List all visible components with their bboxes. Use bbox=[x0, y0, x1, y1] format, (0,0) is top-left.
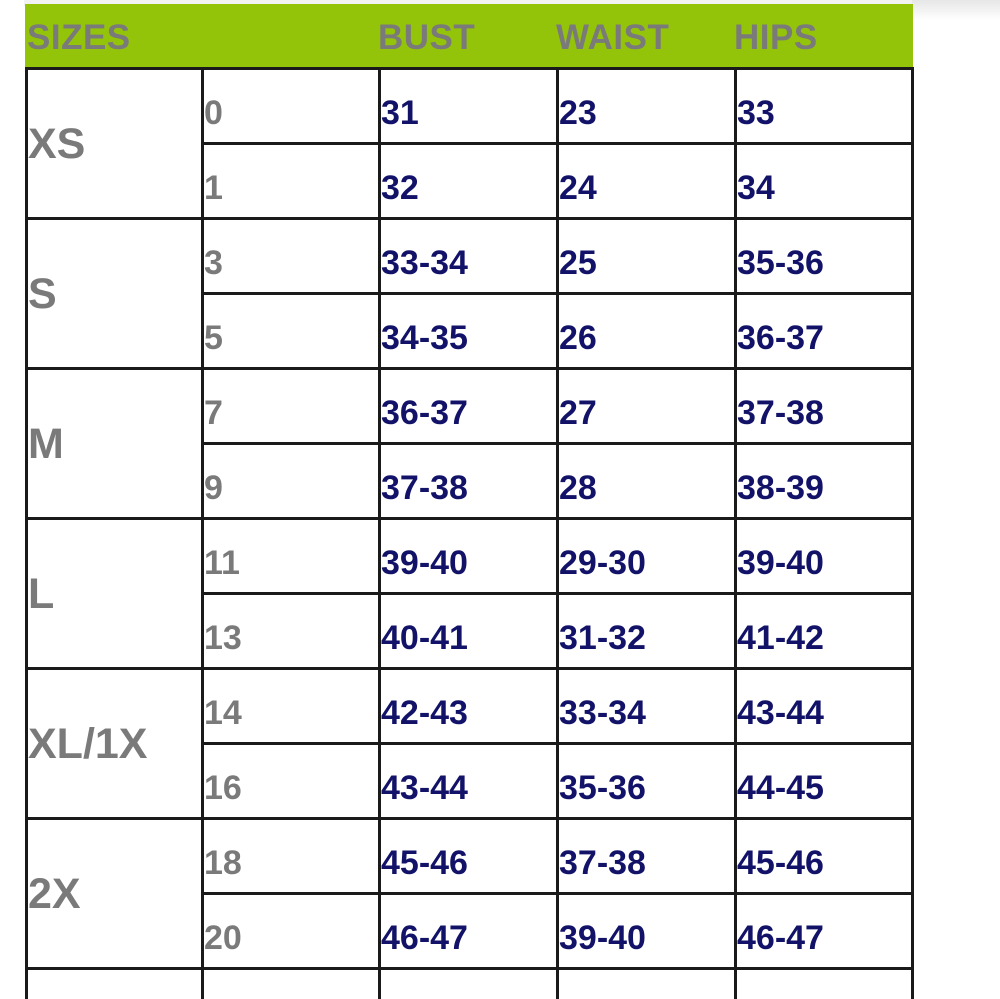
size-number: 7 bbox=[204, 394, 223, 432]
waist-value: 23 bbox=[559, 94, 597, 132]
size-group-label: M bbox=[28, 420, 64, 468]
grid-vline bbox=[911, 67, 914, 999]
grid-hline bbox=[201, 892, 914, 895]
bust-value: 39-40 bbox=[381, 544, 468, 582]
grid-hline bbox=[201, 742, 914, 745]
grid-hline bbox=[25, 217, 914, 220]
grid-hline bbox=[201, 142, 914, 145]
size-number: 16 bbox=[204, 769, 242, 807]
waist-value: 33-34 bbox=[559, 694, 646, 732]
size-number: 1 bbox=[204, 169, 223, 207]
waist-value: 29-30 bbox=[559, 544, 646, 582]
hips-value: 43-44 bbox=[737, 694, 824, 732]
bust-value: 42-43 bbox=[381, 694, 468, 732]
hips-value: 36-37 bbox=[737, 319, 824, 357]
grid-hline bbox=[201, 592, 914, 595]
hips-value: 44-45 bbox=[737, 769, 824, 807]
size-group-label: S bbox=[28, 270, 57, 318]
bust-value: 46-47 bbox=[381, 919, 468, 957]
header-bust: BUST bbox=[378, 18, 476, 57]
bust-value: 33-34 bbox=[381, 244, 468, 282]
hips-value: 38-39 bbox=[737, 469, 824, 507]
bust-value: 45-46 bbox=[381, 844, 468, 882]
edge-shadow bbox=[912, 0, 1000, 20]
grid-hline bbox=[25, 367, 914, 370]
size-number: 18 bbox=[204, 844, 242, 882]
header-hips: HIPS bbox=[734, 18, 818, 57]
bust-value: 40-41 bbox=[381, 619, 468, 657]
size-number: 9 bbox=[204, 469, 223, 507]
hips-value: 39-40 bbox=[737, 544, 824, 582]
grid-hline bbox=[25, 967, 914, 970]
grid-vline bbox=[25, 67, 28, 999]
table-header bbox=[25, 4, 913, 67]
hips-value: 46-47 bbox=[737, 919, 824, 957]
size-table bbox=[25, 67, 913, 999]
bust-value: 37-38 bbox=[381, 469, 468, 507]
bust-value: 43-44 bbox=[381, 769, 468, 807]
waist-value: 24 bbox=[559, 169, 597, 207]
size-number: 0 bbox=[204, 94, 223, 132]
bust-value: 34-35 bbox=[381, 319, 468, 357]
bust-value: 31 bbox=[381, 94, 419, 132]
bust-value: 32 bbox=[381, 169, 419, 207]
grid-hline bbox=[25, 517, 914, 520]
size-number: 11 bbox=[204, 544, 240, 582]
waist-value: 26 bbox=[559, 319, 597, 357]
waist-value: 35-36 bbox=[559, 769, 646, 807]
waist-value: 31-32 bbox=[559, 619, 646, 657]
size-group-label: XL/1X bbox=[28, 720, 148, 768]
size-group-label: XS bbox=[28, 120, 86, 168]
grid-hline bbox=[25, 667, 914, 670]
size-number: 13 bbox=[204, 619, 242, 657]
size-group-label: L bbox=[28, 570, 55, 618]
size-group-label: 2X bbox=[28, 870, 81, 918]
waist-value: 39-40 bbox=[559, 919, 646, 957]
bust-value: 36-37 bbox=[381, 394, 468, 432]
grid-hline bbox=[201, 292, 914, 295]
hips-value: 33 bbox=[737, 94, 775, 132]
hips-value: 35-36 bbox=[737, 244, 824, 282]
size-number: 20 bbox=[204, 919, 242, 957]
hips-value: 34 bbox=[737, 169, 775, 207]
size-number: 14 bbox=[204, 694, 242, 732]
waist-value: 28 bbox=[559, 469, 597, 507]
grid-hline bbox=[25, 67, 914, 70]
size-number: 3 bbox=[204, 244, 223, 282]
hips-value: 45-46 bbox=[737, 844, 824, 882]
hips-value: 41-42 bbox=[737, 619, 824, 657]
header-waist: WAIST bbox=[556, 18, 670, 57]
waist-value: 25 bbox=[559, 244, 597, 282]
header-sizes: SIZES bbox=[27, 18, 131, 57]
grid-hline bbox=[25, 817, 914, 820]
size-number: 5 bbox=[204, 319, 223, 357]
waist-value: 37-38 bbox=[559, 844, 646, 882]
hips-value: 37-38 bbox=[737, 394, 824, 432]
waist-value: 27 bbox=[559, 394, 597, 432]
grid-hline bbox=[201, 442, 914, 445]
